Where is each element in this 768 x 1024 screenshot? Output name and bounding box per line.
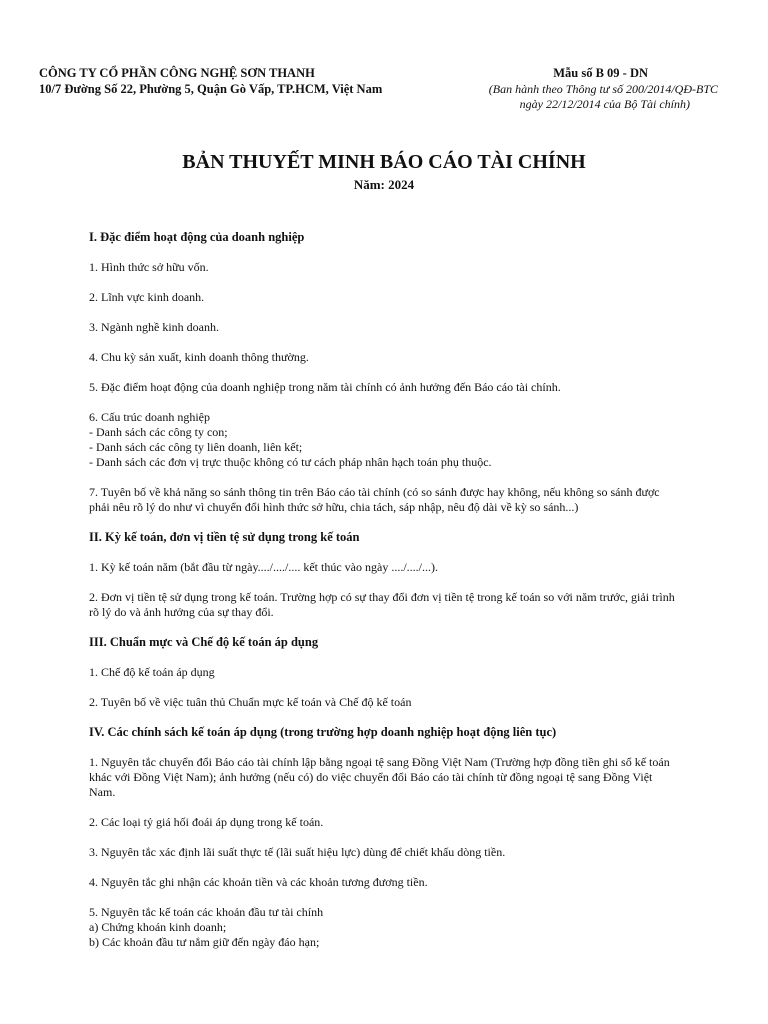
item-line: rõ lý do và ảnh hưởng của sự thay đổi. [89,605,274,619]
document-year: Năm: 2024 [353,177,415,192]
company-address: 10/7 Đường Số 22, Phường 5, Quận Gò Vấp, TP.HCM, Việt Nam [39,82,383,96]
section-item [89,320,729,335]
section-item [89,905,729,950]
item-line: 1. Chế độ kế toán áp dụng [89,665,215,679]
document-body [89,230,729,950]
item-line: 5. Nguyên tắc kế toán các khoản đầu tư tài chính [89,905,324,919]
item-line: 2. Đơn vị tiền tệ sử dụng trong kế toán. Trường hợp có sự thay đổi đơn vị tiền tệ trong kế toán so với năm trước, giải trình [89,590,675,604]
item-line: - Danh sách các đơn vị trực thuộc không có tư cách pháp nhân hạch toán phụ thuộc. [89,455,492,469]
section-item [89,485,729,515]
company-name: CÔNG TY CỔ PHẦN CÔNG NGHỆ SƠN THANH [39,66,315,80]
item-line: 1. Kỳ kế toán năm (bắt đầu từ ngày..../..../.... kết thúc vào ngày ..../..../...). [89,560,438,574]
item-line: 5. Đặc điểm hoạt động của doanh nghiệp trong năm tài chính có ảnh hưởng đến Báo cáo tài chính. [89,380,561,394]
item-line: 1. Hình thức sở hữu vốn. [89,260,209,274]
item-line: 2. Lĩnh vực kinh doanh. [89,290,205,304]
item-line: Nam. [89,785,116,799]
item-line: 3. Nguyên tắc xác định lãi suất thực tế (lãi suất hiệu lực) dùng để chiết khấu dòng tiền. [89,845,506,859]
section-heading: I. Đặc điểm hoạt động của doanh nghiệp [89,230,305,244]
item-line: khác với Đồng Việt Nam); ảnh hưởng (nếu có) do việc chuyển đổi Báo cáo tài chính từ đồng ngoại tệ sang Đồng Việt [89,770,653,784]
item-line: 6. Cấu trúc doanh nghiệp [89,410,210,424]
document-title: BẢN THUYẾT MINH BÁO CÁO TÀI CHÍNH [182,151,586,173]
section-heading: IV. Các chính sách kế toán áp dụng (trong trường hợp doanh nghiệp hoạt động liên tục) [89,725,557,739]
item-line: 3. Ngành nghề kinh doanh. [89,320,219,334]
item-line: 2. Tuyên bố về việc tuân thủ Chuẩn mực kế toán và Chế độ kế toán [89,695,412,709]
item-line: - Danh sách các công ty con; [89,425,228,439]
section-item [89,665,729,680]
section-item [89,350,729,365]
item-line: phải nêu rõ lý do như vì chuyển đổi hình thức sở hữu, chia tách, sáp nhập, nêu độ dài về kỳ so sánh...) [89,500,579,514]
form-number: Mẫu số B 09 - DN [553,66,648,80]
section-item [89,815,729,830]
section-item [89,260,729,275]
section-item [89,590,729,620]
form-date: ngày 22/12/2014 của Bộ Tài chính) [519,97,690,111]
section-item [89,845,729,860]
item-line: 2. Các loại tỷ giá hối đoái áp dụng trong kế toán. [89,815,324,829]
item-line: 7. Tuyên bố về khả năng so sánh thông tin trên Báo cáo tài chính (có so sánh được hay không, nếu không so sánh được [89,485,660,499]
section-heading: II. Kỳ kế toán, đơn vị tiền tệ sử dụng trong kế toán [89,530,360,544]
section-item [89,380,729,395]
item-line: 4. Chu kỳ sản xuất, kinh doanh thông thường. [89,350,309,364]
item-line: b) Các khoản đầu tư nắm giữ đến ngày đáo hạn; [89,935,320,949]
section-item [89,410,729,470]
section-item [89,290,729,305]
item-line: a) Chứng khoán kinh doanh; [89,920,227,934]
section-item [89,875,729,890]
item-line: - Danh sách các công ty liên doanh, liên kết; [89,440,303,454]
item-line: 4. Nguyên tắc ghi nhận các khoản tiền và các khoản tương đương tiền. [89,875,428,889]
form-basis: (Ban hành theo Thông tư số 200/2014/QĐ-BTC [488,82,718,96]
section-heading: III. Chuẩn mực và Chế độ kế toán áp dụng [89,635,319,649]
section-item [89,755,729,800]
section-item [89,560,729,575]
item-line: 1. Nguyên tắc chuyển đổi Báo cáo tài chính lập bằng ngoại tệ sang Đồng Việt Nam (Trường hợp đồng tiền ghi sổ kế toán [89,755,670,769]
section-item [89,695,729,710]
